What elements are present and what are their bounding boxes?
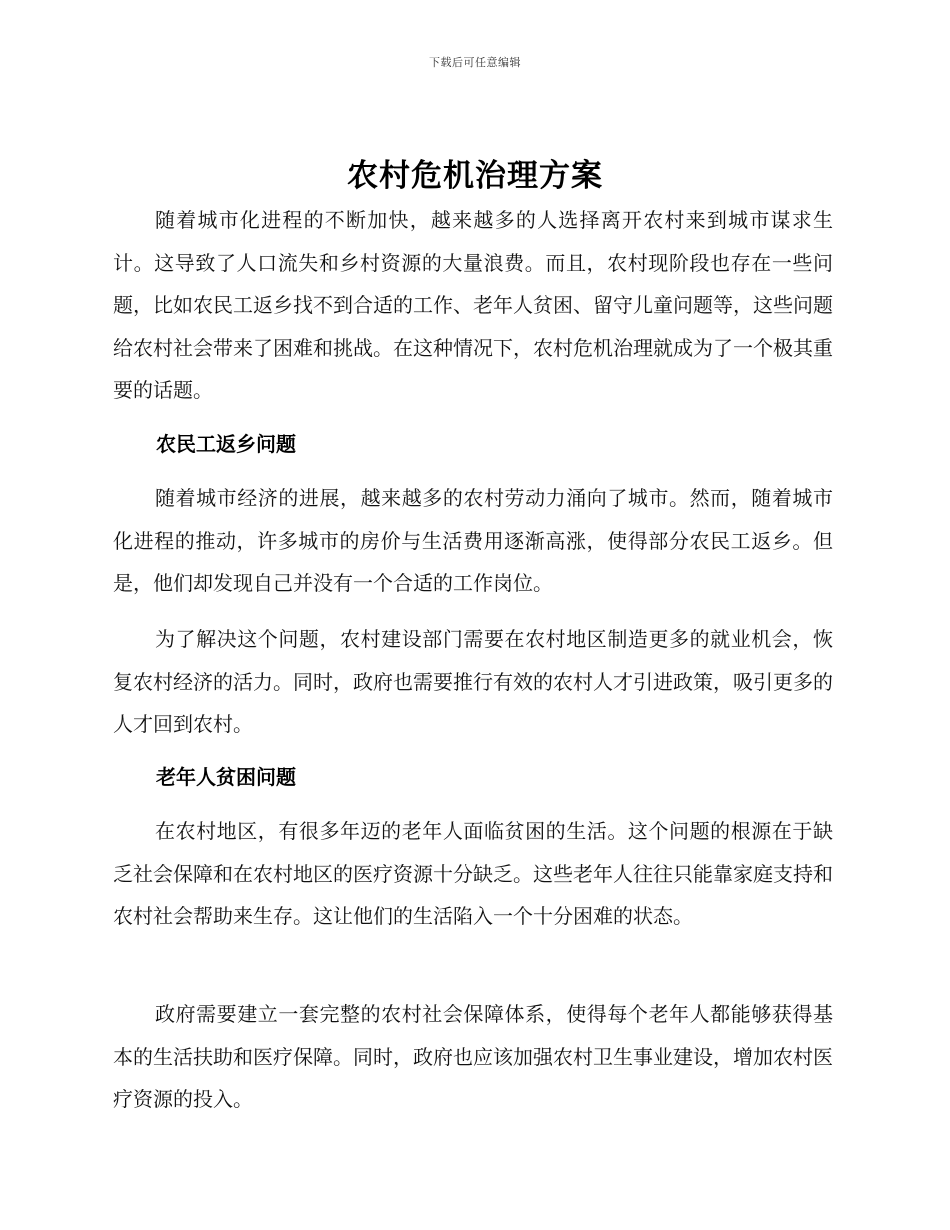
document-title: 农村危机治理方案	[347, 158, 603, 194]
paragraph: 为了解决这个问题，农村建设部门需要在农村地区制造更多的就业机会，恢复农村经济的活力。同时，政府也需要推行有效的农村人才引进政策，吸引更多的人才回到农村。	[113, 627, 833, 736]
page-header: 下载后可任意编辑	[429, 56, 521, 69]
paragraph: 在农村地区，有很多年迈的老年人面临贫困的生活。这个问题的根源在于缺乏社会保障和在农村地区的医疗资源十分缺乏。这些老年人往往只能靠家庭支持和农村社会帮助来生存。这让他们的生活陷入一个十分困难的状态。	[113, 819, 833, 928]
paragraph: 政府需要建立一套完整的农村社会保障体系，使得每个老年人都能够获得基本的生活扶助和医疗保障。同时，政府也应该加强农村卫生事业建设，增加农村医疗资源的投入。	[113, 1002, 833, 1111]
intro-paragraph: 随着城市化进程的不断加快，越来越多的人选择离开农村来到城市谋求生计。这导致了人口流失和乡村资源的大量浪费。而且，农村现阶段也存在一些问题，比如农民工返乡找不到合适的工作、老年人贫困、留守儿童问题等，这些问题给农村社会带来了困难和挑战。在这种情况下，农村危机治理就成为了一个极其重要的话题。	[113, 208, 833, 402]
section-heading-migrant-workers: 农民工返乡问题	[156, 432, 296, 456]
section-heading-elderly-poverty: 老年人贫困问题	[156, 765, 296, 789]
paragraph: 随着城市经济的进展，越来越多的农村劳动力涌向了城市。然而，随着城市化进程的推动，许多城市的房价与生活费用逐渐高涨，使得部分农民工返乡。但是，他们却发现自己并没有一个合适的工作岗位。	[113, 486, 833, 595]
